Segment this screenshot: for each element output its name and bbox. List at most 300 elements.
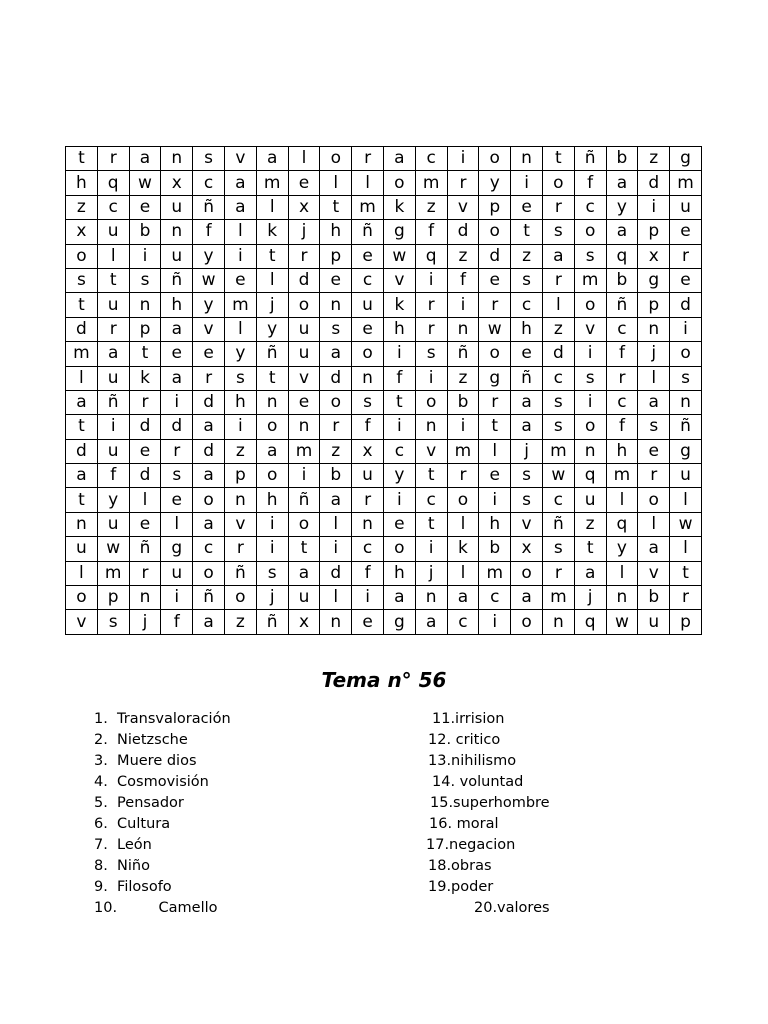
grid-cell: r: [638, 464, 670, 488]
grid-cell: ñ: [574, 147, 606, 171]
grid-cell: i: [352, 586, 384, 610]
grid-cell: j: [288, 220, 320, 244]
grid-cell: l: [66, 366, 98, 390]
grid-cell: a: [129, 147, 161, 171]
grid-cell: u: [288, 317, 320, 341]
grid-cell: s: [224, 366, 256, 390]
grid-cell: h: [224, 390, 256, 414]
grid-cell: m: [352, 195, 384, 219]
grid-cell: m: [574, 268, 606, 292]
grid-cell: n: [447, 317, 479, 341]
grid-cell: c: [606, 390, 638, 414]
grid-cell: ñ: [511, 366, 543, 390]
grid-cell: o: [574, 220, 606, 244]
grid-cell: r: [193, 366, 225, 390]
grid-cell: p: [224, 464, 256, 488]
grid-cell: i: [511, 171, 543, 195]
grid-cell: l: [638, 366, 670, 390]
grid-cell: f: [574, 171, 606, 195]
grid-cell: w: [193, 268, 225, 292]
grid-cell: x: [352, 439, 384, 463]
grid-cell: s: [670, 366, 702, 390]
grid-cell: o: [256, 415, 288, 439]
grid-cell: r: [224, 537, 256, 561]
grid-cell: z: [224, 610, 256, 634]
grid-cell: v: [447, 195, 479, 219]
grid-cell: e: [670, 220, 702, 244]
grid-cell: g: [670, 147, 702, 171]
grid-cell: k: [256, 220, 288, 244]
grid-row: [66, 610, 702, 634]
grid-cell: e: [161, 342, 193, 366]
word-list-item: 6. Cultura: [94, 816, 171, 832]
grid-cell: y: [479, 171, 511, 195]
grid-cell: r: [97, 147, 129, 171]
grid-cell: l: [66, 561, 98, 585]
grid-cell: e: [288, 171, 320, 195]
grid-cell: e: [161, 488, 193, 512]
grid-cell: o: [224, 586, 256, 610]
grid-cell: s: [574, 366, 606, 390]
grid-row: [66, 195, 702, 219]
grid-cell: e: [511, 342, 543, 366]
grid-cell: c: [542, 488, 574, 512]
grid-row: [66, 488, 702, 512]
grid-cell: i: [638, 195, 670, 219]
grid-cell: t: [256, 366, 288, 390]
grid-cell: f: [161, 610, 193, 634]
grid-cell: n: [638, 317, 670, 341]
word-list-item: 13.nihilismo: [428, 753, 517, 769]
grid-cell: s: [415, 342, 447, 366]
grid-cell: s: [511, 488, 543, 512]
grid-cell: ñ: [542, 512, 574, 536]
grid-cell: w: [670, 512, 702, 536]
grid-cell: i: [479, 610, 511, 634]
grid-cell: a: [97, 342, 129, 366]
grid-cell: ñ: [447, 342, 479, 366]
grid-cell: i: [415, 537, 447, 561]
grid-cell: d: [320, 366, 352, 390]
grid-cell: a: [606, 220, 638, 244]
grid-cell: u: [97, 439, 129, 463]
word-list-item: 17.negacion: [426, 837, 516, 853]
grid-cell: s: [542, 537, 574, 561]
grid-cell: l: [479, 439, 511, 463]
grid-cell: j: [511, 439, 543, 463]
grid-cell: p: [638, 293, 670, 317]
grid-cell: o: [320, 390, 352, 414]
grid-cell: j: [256, 586, 288, 610]
grid-cell: o: [574, 415, 606, 439]
grid-cell: n: [320, 610, 352, 634]
grid-cell: i: [320, 537, 352, 561]
grid-cell: l: [447, 512, 479, 536]
grid-cell: u: [97, 220, 129, 244]
grid-cell: e: [352, 610, 384, 634]
grid-cell: i: [415, 268, 447, 292]
grid-cell: g: [383, 220, 415, 244]
grid-cell: h: [479, 512, 511, 536]
grid-cell: m: [97, 561, 129, 585]
grid-cell: o: [542, 171, 574, 195]
grid-cell: a: [256, 147, 288, 171]
grid-cell: o: [288, 512, 320, 536]
grid-cell: w: [383, 244, 415, 268]
grid-cell: n: [161, 220, 193, 244]
grid-cell: t: [415, 464, 447, 488]
grid-cell: e: [129, 195, 161, 219]
grid-cell: ñ: [193, 195, 225, 219]
grid-cell: o: [415, 390, 447, 414]
grid-cell: u: [288, 586, 320, 610]
grid-cell: d: [479, 244, 511, 268]
grid-cell: q: [606, 244, 638, 268]
grid-cell: y: [193, 244, 225, 268]
grid-cell: i: [447, 415, 479, 439]
grid-cell: v: [511, 512, 543, 536]
grid-cell: u: [574, 488, 606, 512]
grid-cell: b: [606, 147, 638, 171]
grid-row: [66, 415, 702, 439]
grid-cell: a: [161, 366, 193, 390]
grid-cell: o: [383, 171, 415, 195]
grid-cell: m: [479, 561, 511, 585]
grid-cell: u: [288, 342, 320, 366]
grid-cell: x: [161, 171, 193, 195]
grid-cell: d: [66, 439, 98, 463]
grid-cell: r: [542, 268, 574, 292]
grid-cell: u: [638, 610, 670, 634]
grid-cell: t: [97, 268, 129, 292]
grid-row: [66, 317, 702, 341]
grid-cell: c: [193, 171, 225, 195]
grid-cell: t: [66, 488, 98, 512]
grid-cell: f: [383, 366, 415, 390]
grid-cell: e: [224, 268, 256, 292]
grid-cell: n: [129, 586, 161, 610]
grid-row: [66, 561, 702, 585]
grid-cell: s: [352, 390, 384, 414]
grid-cell: o: [66, 586, 98, 610]
grid-cell: y: [606, 195, 638, 219]
grid-cell: l: [542, 293, 574, 317]
grid-row: [66, 390, 702, 414]
grid-row: [66, 366, 702, 390]
grid-cell: x: [511, 537, 543, 561]
grid-cell: ñ: [224, 561, 256, 585]
grid-cell: s: [66, 268, 98, 292]
grid-cell: u: [97, 512, 129, 536]
grid-cell: q: [574, 464, 606, 488]
grid-cell: l: [606, 561, 638, 585]
grid-row: [66, 512, 702, 536]
grid-row: [66, 220, 702, 244]
grid-cell: a: [193, 512, 225, 536]
grid-cell: r: [352, 488, 384, 512]
grid-cell: a: [415, 610, 447, 634]
grid-cell: s: [97, 610, 129, 634]
grid-cell: z: [320, 439, 352, 463]
grid-cell: r: [670, 586, 702, 610]
grid-cell: s: [320, 317, 352, 341]
word-list-item: 1. Transvaloración: [94, 711, 231, 727]
grid-cell: ñ: [670, 415, 702, 439]
grid-cell: a: [320, 488, 352, 512]
grid-cell: j: [574, 586, 606, 610]
grid-cell: n: [288, 415, 320, 439]
grid-cell: l: [224, 220, 256, 244]
grid-cell: r: [288, 244, 320, 268]
grid-cell: g: [670, 439, 702, 463]
grid-row: [66, 439, 702, 463]
grid-cell: l: [447, 561, 479, 585]
grid-cell: y: [224, 342, 256, 366]
grid-cell: n: [574, 439, 606, 463]
grid-cell: n: [670, 390, 702, 414]
grid-cell: u: [161, 244, 193, 268]
grid-cell: d: [193, 439, 225, 463]
grid-cell: ñ: [256, 610, 288, 634]
grid-cell: o: [193, 561, 225, 585]
grid-cell: c: [447, 610, 479, 634]
grid-cell: z: [447, 366, 479, 390]
grid-cell: s: [161, 464, 193, 488]
grid-cell: y: [256, 317, 288, 341]
word-list-item: 2. Nietzsche: [94, 732, 188, 748]
grid-cell: o: [320, 147, 352, 171]
grid-cell: p: [670, 610, 702, 634]
grid-cell: j: [256, 293, 288, 317]
grid-cell: f: [352, 415, 384, 439]
grid-cell: n: [542, 610, 574, 634]
grid-cell: n: [161, 147, 193, 171]
grid-cell: y: [383, 464, 415, 488]
grid-cell: g: [383, 610, 415, 634]
grid-cell: e: [129, 439, 161, 463]
grid-cell: l: [320, 586, 352, 610]
grid-cell: h: [66, 171, 98, 195]
grid-cell: z: [66, 195, 98, 219]
grid-cell: c: [352, 268, 384, 292]
grid-cell: n: [606, 586, 638, 610]
grid-cell: g: [479, 366, 511, 390]
grid-cell: l: [638, 512, 670, 536]
grid-cell: e: [511, 195, 543, 219]
grid-cell: a: [66, 464, 98, 488]
grid-cell: h: [320, 220, 352, 244]
grid-cell: v: [66, 610, 98, 634]
grid-cell: b: [606, 268, 638, 292]
grid-cell: ñ: [606, 293, 638, 317]
grid-cell: t: [256, 244, 288, 268]
grid-cell: s: [542, 415, 574, 439]
grid-cell: a: [193, 415, 225, 439]
grid-cell: t: [511, 220, 543, 244]
grid-cell: d: [447, 220, 479, 244]
grid-cell: a: [511, 586, 543, 610]
grid-cell: u: [670, 195, 702, 219]
grid-cell: a: [193, 464, 225, 488]
word-list-item: 11.irrision: [432, 711, 505, 727]
grid-cell: a: [224, 195, 256, 219]
grid-cell: n: [415, 415, 447, 439]
grid-cell: w: [97, 537, 129, 561]
grid-cell: l: [97, 244, 129, 268]
grid-cell: t: [479, 415, 511, 439]
grid-cell: a: [66, 390, 98, 414]
grid-cell: m: [606, 464, 638, 488]
grid-cell: l: [224, 317, 256, 341]
grid-cell: a: [606, 171, 638, 195]
grid-cell: p: [638, 220, 670, 244]
grid-cell: g: [161, 537, 193, 561]
grid-cell: a: [511, 415, 543, 439]
grid-cell: t: [129, 342, 161, 366]
grid-cell: a: [288, 561, 320, 585]
grid-cell: ñ: [256, 342, 288, 366]
grid-cell: w: [606, 610, 638, 634]
grid-cell: i: [288, 464, 320, 488]
grid-cell: e: [352, 317, 384, 341]
word-list-item: 12. critico: [428, 732, 501, 748]
grid-cell: r: [415, 317, 447, 341]
grid-cell: o: [479, 342, 511, 366]
grid-cell: a: [161, 317, 193, 341]
grid-cell: i: [224, 415, 256, 439]
grid-cell: o: [574, 293, 606, 317]
grid-cell: r: [606, 366, 638, 390]
grid-cell: v: [224, 147, 256, 171]
grid-cell: z: [638, 147, 670, 171]
grid-cell: a: [638, 390, 670, 414]
grid-cell: t: [66, 415, 98, 439]
word-list-item: 20.valores: [474, 900, 550, 916]
grid-cell: w: [129, 171, 161, 195]
grid-cell: o: [670, 342, 702, 366]
grid-cell: ñ: [352, 220, 384, 244]
grid-cell: s: [511, 464, 543, 488]
grid-cell: c: [479, 586, 511, 610]
grid-cell: p: [129, 317, 161, 341]
grid-cell: ñ: [97, 390, 129, 414]
word-list-item: 19.poder: [428, 879, 494, 895]
grid-cell: l: [670, 488, 702, 512]
grid-cell: b: [479, 537, 511, 561]
grid-cell: f: [606, 342, 638, 366]
grid-row: [66, 171, 702, 195]
grid-cell: e: [638, 439, 670, 463]
grid-cell: n: [129, 293, 161, 317]
grid-cell: ñ: [193, 586, 225, 610]
grid-cell: c: [352, 537, 384, 561]
grid-cell: m: [542, 586, 574, 610]
grid-cell: b: [320, 464, 352, 488]
grid-cell: h: [606, 439, 638, 463]
grid-row: [66, 293, 702, 317]
grid-cell: c: [606, 317, 638, 341]
grid-cell: o: [511, 610, 543, 634]
grid-cell: o: [638, 488, 670, 512]
grid-cell: e: [129, 512, 161, 536]
grid-cell: m: [670, 171, 702, 195]
grid-cell: r: [352, 147, 384, 171]
grid-cell: a: [320, 342, 352, 366]
grid-cell: e: [479, 268, 511, 292]
grid-cell: h: [383, 561, 415, 585]
grid-cell: z: [574, 512, 606, 536]
grid-cell: k: [383, 195, 415, 219]
grid-cell: p: [320, 244, 352, 268]
grid-cell: c: [415, 147, 447, 171]
grid-cell: n: [352, 512, 384, 536]
grid-cell: m: [415, 171, 447, 195]
grid-cell: x: [66, 220, 98, 244]
grid-cell: c: [97, 195, 129, 219]
grid-row: [66, 464, 702, 488]
grid-cell: m: [542, 439, 574, 463]
grid-cell: o: [288, 293, 320, 317]
grid-cell: v: [415, 439, 447, 463]
grid-cell: u: [66, 537, 98, 561]
grid-cell: u: [161, 561, 193, 585]
grid-cell: u: [352, 464, 384, 488]
grid-cell: i: [670, 317, 702, 341]
grid-cell: h: [383, 317, 415, 341]
grid-cell: n: [511, 147, 543, 171]
grid-cell: q: [97, 171, 129, 195]
grid-cell: l: [161, 512, 193, 536]
grid-cell: o: [383, 537, 415, 561]
grid-cell: v: [288, 366, 320, 390]
grid-cell: s: [542, 220, 574, 244]
grid-cell: w: [479, 317, 511, 341]
grid-cell: i: [479, 488, 511, 512]
word-list-item: 8. Niño: [94, 858, 150, 874]
grid-cell: k: [447, 537, 479, 561]
grid-cell: c: [574, 195, 606, 219]
grid-cell: z: [511, 244, 543, 268]
grid-cell: e: [320, 268, 352, 292]
grid-cell: s: [542, 390, 574, 414]
grid-cell: i: [447, 147, 479, 171]
grid-cell: d: [129, 415, 161, 439]
grid-cell: f: [97, 464, 129, 488]
grid-cell: t: [670, 561, 702, 585]
grid-cell: t: [320, 195, 352, 219]
grid-cell: n: [66, 512, 98, 536]
grid-cell: r: [129, 390, 161, 414]
grid-cell: m: [447, 439, 479, 463]
grid-cell: z: [447, 244, 479, 268]
grid-cell: d: [129, 464, 161, 488]
grid-cell: r: [129, 561, 161, 585]
grid-cell: l: [256, 195, 288, 219]
word-list-item: 15.superhombre: [430, 795, 550, 811]
grid-cell: g: [638, 268, 670, 292]
grid-cell: o: [511, 561, 543, 585]
grid-cell: l: [670, 537, 702, 561]
grid-row: [66, 586, 702, 610]
grid-cell: o: [193, 488, 225, 512]
grid-cell: f: [193, 220, 225, 244]
grid-cell: l: [320, 512, 352, 536]
grid-cell: b: [129, 220, 161, 244]
grid-row: [66, 342, 702, 366]
grid-cell: i: [415, 366, 447, 390]
grid-cell: n: [256, 390, 288, 414]
grid-cell: s: [511, 268, 543, 292]
